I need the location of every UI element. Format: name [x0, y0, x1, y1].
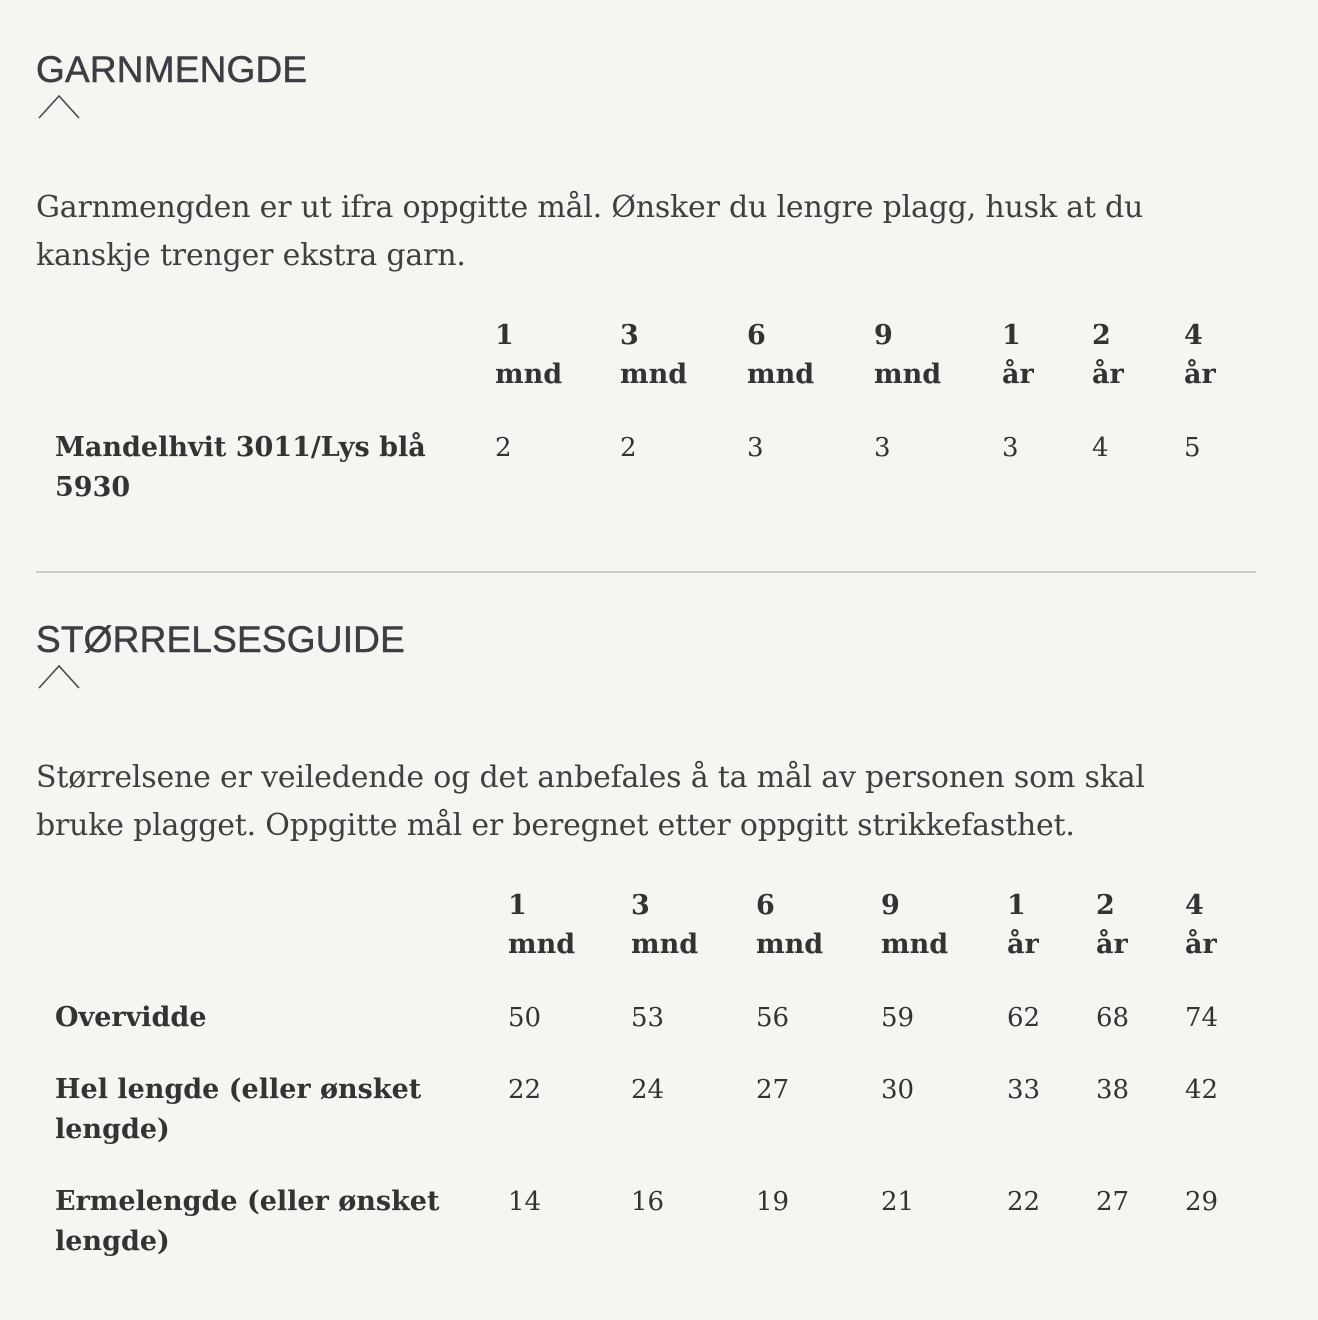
- table-cell: 27: [756, 1075, 790, 1105]
- table-cell: 24: [631, 1075, 665, 1105]
- table-cell: 56: [756, 1003, 790, 1033]
- size-column-header: 4 år: [1185, 890, 1217, 960]
- table-cell: 2: [620, 433, 637, 463]
- chevron-up-icon[interactable]: [36, 662, 82, 690]
- table-cell: 21: [881, 1187, 915, 1217]
- table-cell: 19: [756, 1187, 790, 1217]
- size-guide-table: [36, 886, 1245, 1262]
- yarn-amount-table: [36, 316, 1244, 508]
- row-label: Ermelengde (eller ønsket lengde): [55, 1186, 440, 1257]
- table-cell: 22: [1007, 1187, 1041, 1217]
- table-cell: 38: [1096, 1075, 1130, 1105]
- size-column-header: 9 mnd: [881, 890, 949, 960]
- row-label: Mandelhvit 3011/Lys blå 5930: [55, 432, 426, 503]
- size-guide-intro: Størrelsene er veiledende og det anbefales å ta mål av personen som skal bruke plagget. Oppgitte mål er beregnet etter oppgitt strikkefasthet.: [36, 760, 1145, 843]
- table-cell: 74: [1185, 1003, 1219, 1033]
- size-column-header: 2 år: [1092, 320, 1124, 390]
- yarn-amount-section: [36, 48, 1256, 503]
- table-cell: 62: [1007, 1003, 1041, 1033]
- size-column-header: 6 mnd: [747, 320, 815, 390]
- table-cell: 29: [1185, 1187, 1219, 1217]
- table-cell: 33: [1007, 1075, 1041, 1105]
- size-column-header: 2 år: [1096, 890, 1128, 960]
- size-column-header: 6 mnd: [756, 890, 824, 960]
- size-column-header: 3 mnd: [620, 320, 688, 390]
- table-row: [36, 394, 1244, 508]
- row-label: Overvidde: [55, 1002, 207, 1033]
- section-divider: [36, 571, 1256, 573]
- table-cell: 50: [508, 1003, 542, 1033]
- header-empty-cell: [36, 316, 495, 394]
- table-cell: 3: [1002, 433, 1019, 463]
- size-column-header: 1 mnd: [508, 890, 576, 960]
- table-header-row: [36, 316, 1244, 394]
- row-label: Hel lengde (eller ønsket lengde): [55, 1074, 422, 1145]
- size-column-header: 1 år: [1002, 320, 1034, 390]
- yarn-amount-intro: Garnmengden er ut ifra oppgitte mål. Ønsker du lengre plagg, husk at du kanskje trenger ekstra garn.: [36, 190, 1144, 273]
- table-cell: 16: [631, 1187, 665, 1217]
- size-column-header: 1 år: [1007, 890, 1039, 960]
- table-cell: 30: [881, 1075, 915, 1105]
- table-header-row: [36, 886, 1245, 964]
- header-empty-cell: [36, 886, 508, 964]
- table-cell: 53: [631, 1003, 665, 1033]
- table-cell: 42: [1185, 1075, 1219, 1105]
- table-row: [36, 964, 1245, 1038]
- table-row: [36, 1038, 1245, 1150]
- size-column-header: 4 år: [1184, 320, 1216, 390]
- table-row: [36, 1150, 1245, 1262]
- table-cell: 68: [1096, 1003, 1130, 1033]
- table-cell: 27: [1096, 1187, 1130, 1217]
- table-cell: 59: [881, 1003, 915, 1033]
- table-cell: 5: [1184, 433, 1201, 463]
- size-column-header: 1 mnd: [495, 320, 563, 390]
- table-cell: 3: [874, 433, 891, 463]
- table-cell: 22: [508, 1075, 542, 1105]
- chevron-up-icon[interactable]: [36, 92, 82, 120]
- yarn-amount-title[interactable]: GARNMENGDE: [36, 49, 308, 90]
- size-guide-section: [36, 618, 1256, 1257]
- table-cell: 14: [508, 1187, 542, 1217]
- size-column-header: 9 mnd: [874, 320, 942, 390]
- size-guide-title[interactable]: STØRRELSESGUIDE: [36, 619, 405, 660]
- table-cell: 4: [1092, 433, 1109, 463]
- table-cell: 3: [747, 433, 764, 463]
- size-column-header: 3 mnd: [631, 890, 699, 960]
- table-cell: 2: [495, 433, 512, 463]
